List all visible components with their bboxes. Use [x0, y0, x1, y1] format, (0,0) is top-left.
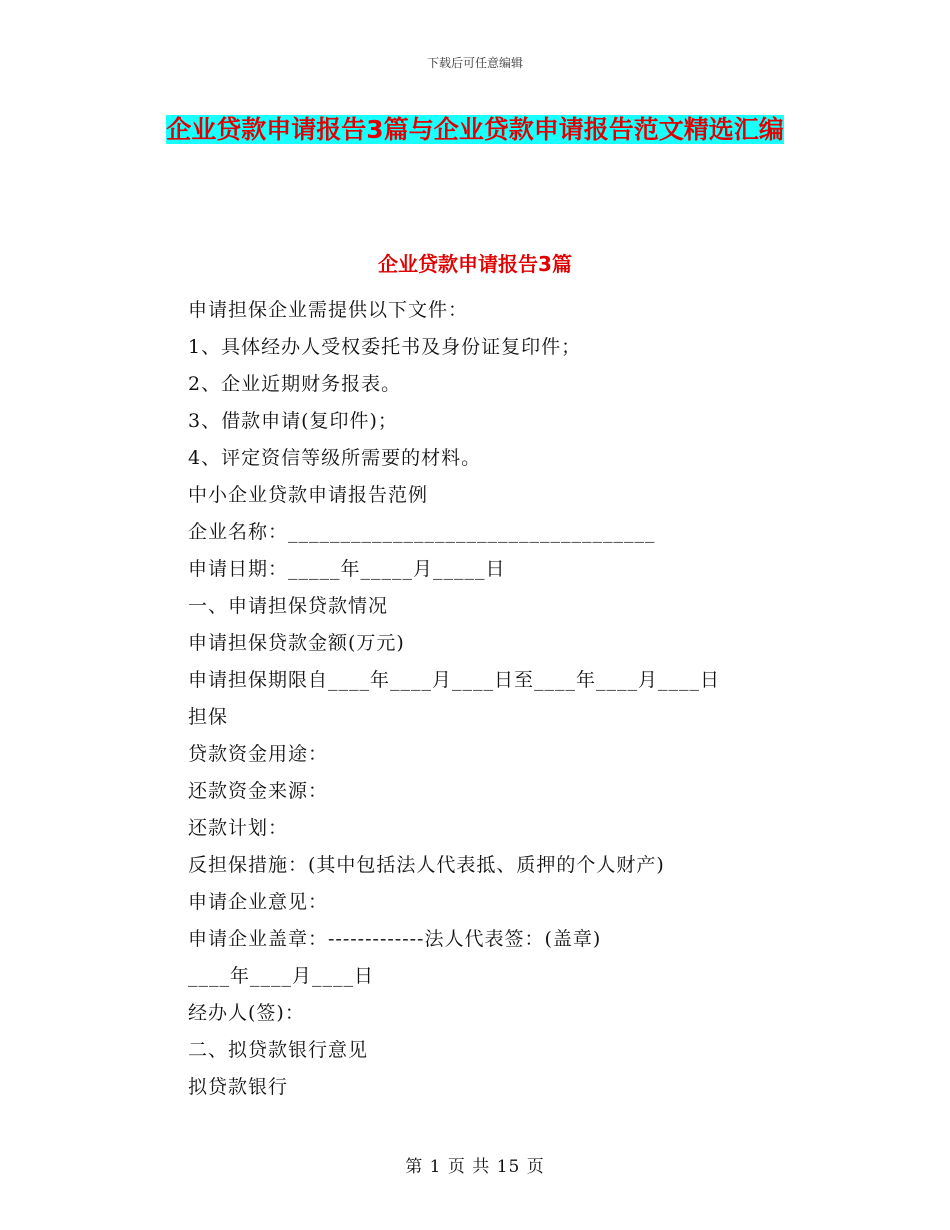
section-title: 企业贷款申请报告3篇 [378, 252, 572, 276]
body-line: 经办人(签)： [188, 1002, 305, 1024]
document-title-text: 企业贷款申请报告3篇与企业贷款申请报告范文精选汇编 [166, 115, 784, 144]
body-line: 1、具体经办人受权委托书及身份证复印件； [188, 336, 582, 358]
body-line: 申请企业盖章：-------------法人代表签：(盖章) [188, 928, 602, 950]
body-line: ____年____月____日 [188, 965, 375, 987]
body-line: 反担保措施：(其中包括法人代表抵、质押的个人财产) [188, 854, 665, 876]
body-line: 申请担保贷款金额(万元) [188, 632, 405, 654]
body-line: 申请日期：_____年_____月_____日 [188, 558, 506, 580]
body-line: 申请企业意见： [188, 891, 329, 913]
body-line: 担保 [188, 706, 229, 728]
body-line: 申请担保期限自____年____月____日至____年____月____日 [188, 669, 721, 691]
body-line: 4、评定资信等级所需要的材料。 [188, 447, 482, 469]
body-line: 2、企业近期财务报表。 [188, 373, 402, 395]
document-title [150, 108, 800, 152]
header-note: 下载后可任意编辑 [426, 56, 523, 70]
body-line: 企业名称：___________________________________ [188, 521, 656, 543]
body-line: 拟贷款银行 [188, 1076, 289, 1098]
body-line: 还款资金来源： [188, 780, 329, 802]
body-line: 3、借款申请(复印件)； [188, 410, 398, 432]
body-line: 二、拟贷款银行意见 [188, 1039, 369, 1061]
body-line: 中小企业贷款申请报告范例 [188, 484, 429, 506]
document-body [188, 292, 808, 1106]
body-line: 一、申请担保贷款情况 [188, 595, 389, 617]
body-line: 申请担保企业需提供以下文件： [188, 299, 469, 321]
body-line: 还款计划： [188, 817, 289, 839]
page-footer: 第 1 页 共 15 页 [405, 1157, 545, 1177]
body-line: 贷款资金用途： [188, 743, 329, 765]
